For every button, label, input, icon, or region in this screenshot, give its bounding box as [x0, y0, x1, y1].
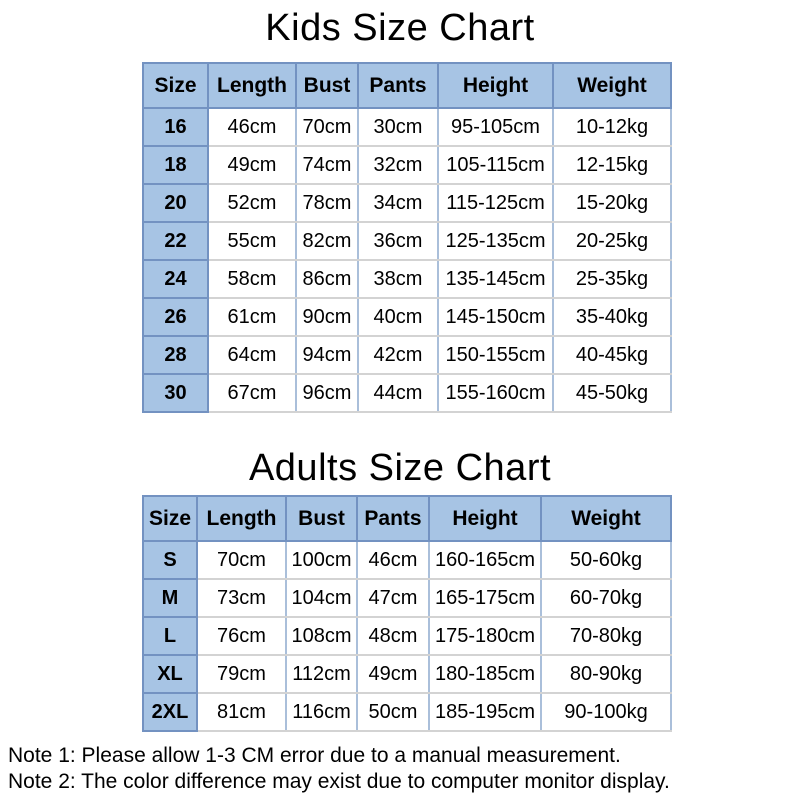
measurement-cell: 112cm — [286, 655, 357, 693]
measurement-cell: 61cm — [208, 298, 296, 336]
table-row — [143, 655, 671, 693]
measurement-cell: 73cm — [197, 579, 286, 617]
adults-column-header-bust: Bust — [286, 496, 357, 541]
measurement-cell: 104cm — [286, 579, 357, 617]
table-row — [143, 374, 671, 412]
size-label-cell: M — [143, 579, 197, 617]
table-row — [143, 336, 671, 374]
kids-chart-title: Kids Size Chart — [265, 7, 535, 49]
measurement-cell: 55cm — [208, 222, 296, 260]
measurement-cell: 46cm — [208, 108, 296, 146]
measurement-cell: 49cm — [357, 655, 429, 693]
size-label-cell: L — [143, 617, 197, 655]
measurement-cell: 36cm — [358, 222, 438, 260]
measurement-cell: 108cm — [286, 617, 357, 655]
measurement-cell: 100cm — [286, 541, 357, 579]
adults-column-header-pants: Pants — [357, 496, 429, 541]
size-label-cell: 28 — [143, 336, 208, 374]
table-row — [143, 617, 671, 655]
measurement-cell: 40cm — [358, 298, 438, 336]
measurement-cell: 74cm — [296, 146, 358, 184]
measurement-cell: 46cm — [357, 541, 429, 579]
measurement-cell: 60-70kg — [541, 579, 671, 617]
note-1: Note 1: Please allow 1-3 CM error due to a manual measurement. — [8, 744, 621, 767]
notes-section — [0, 743, 800, 795]
measurement-cell: 125-135cm — [438, 222, 553, 260]
measurement-cell: 12-15kg — [553, 146, 671, 184]
measurement-cell: 145-150cm — [438, 298, 553, 336]
measurement-cell: 49cm — [208, 146, 296, 184]
measurement-cell: 95-105cm — [438, 108, 553, 146]
table-row — [143, 108, 671, 146]
measurement-cell: 96cm — [296, 374, 358, 412]
measurement-cell: 86cm — [296, 260, 358, 298]
size-label-cell: XL — [143, 655, 197, 693]
measurement-cell: 79cm — [197, 655, 286, 693]
table-row — [143, 260, 671, 298]
measurement-cell: 42cm — [358, 336, 438, 374]
kids-column-header-size: Size — [143, 63, 208, 108]
kids-column-header-bust: Bust — [296, 63, 358, 108]
measurement-cell: 67cm — [208, 374, 296, 412]
size-label-cell: 2XL — [143, 693, 197, 731]
kids-header-row — [143, 63, 671, 108]
adults-column-header-weight: Weight — [541, 496, 671, 541]
measurement-cell: 165-175cm — [429, 579, 541, 617]
table-row — [143, 541, 671, 579]
size-label-cell: 22 — [143, 222, 208, 260]
measurement-cell: 38cm — [358, 260, 438, 298]
measurement-cell: 10-12kg — [553, 108, 671, 146]
measurement-cell: 160-165cm — [429, 541, 541, 579]
measurement-cell: 150-155cm — [438, 336, 553, 374]
size-label-cell: 26 — [143, 298, 208, 336]
kids-column-header-pants: Pants — [358, 63, 438, 108]
kids-column-header-height: Height — [438, 63, 553, 108]
note-2: Note 2: The color difference may exist due to computer monitor display. — [8, 770, 670, 793]
adults-column-header-length: Length — [197, 496, 286, 541]
measurement-cell: 15-20kg — [553, 184, 671, 222]
measurement-cell: 32cm — [358, 146, 438, 184]
measurement-cell: 78cm — [296, 184, 358, 222]
measurement-cell: 45-50kg — [553, 374, 671, 412]
measurement-cell: 70cm — [197, 541, 286, 579]
size-label-cell: 16 — [143, 108, 208, 146]
measurement-cell: 35-40kg — [553, 298, 671, 336]
measurement-cell: 34cm — [358, 184, 438, 222]
measurement-cell: 48cm — [357, 617, 429, 655]
measurement-cell: 70cm — [296, 108, 358, 146]
measurement-cell: 90-100kg — [541, 693, 671, 731]
measurement-cell: 180-185cm — [429, 655, 541, 693]
measurement-cell: 52cm — [208, 184, 296, 222]
measurement-cell: 90cm — [296, 298, 358, 336]
measurement-cell: 175-180cm — [429, 617, 541, 655]
table-row — [143, 579, 671, 617]
adults-header-row — [143, 496, 671, 541]
measurement-cell: 44cm — [358, 374, 438, 412]
table-row — [143, 222, 671, 260]
measurement-cell: 105-115cm — [438, 146, 553, 184]
size-label-cell: 30 — [143, 374, 208, 412]
measurement-cell: 155-160cm — [438, 374, 553, 412]
size-label-cell: 24 — [143, 260, 208, 298]
measurement-cell: 76cm — [197, 617, 286, 655]
table-row — [143, 146, 671, 184]
measurement-cell: 64cm — [208, 336, 296, 374]
size-label-cell: 18 — [143, 146, 208, 184]
adults-column-header-size: Size — [143, 496, 197, 541]
measurement-cell: 94cm — [296, 336, 358, 374]
adults-size-table — [142, 495, 672, 732]
adults-column-header-height: Height — [429, 496, 541, 541]
kids-column-header-length: Length — [208, 63, 296, 108]
measurement-cell: 115-125cm — [438, 184, 553, 222]
measurement-cell: 116cm — [286, 693, 357, 731]
kids-size-table — [142, 62, 672, 413]
measurement-cell: 185-195cm — [429, 693, 541, 731]
measurement-cell: 135-145cm — [438, 260, 553, 298]
measurement-cell: 47cm — [357, 579, 429, 617]
adults-chart-title: Adults Size Chart — [248, 447, 552, 489]
kids-column-header-weight: Weight — [553, 63, 671, 108]
measurement-cell: 70-80kg — [541, 617, 671, 655]
measurement-cell: 50cm — [357, 693, 429, 731]
measurement-cell: 30cm — [358, 108, 438, 146]
measurement-cell: 20-25kg — [553, 222, 671, 260]
table-row — [143, 184, 671, 222]
measurement-cell: 40-45kg — [553, 336, 671, 374]
measurement-cell: 81cm — [197, 693, 286, 731]
measurement-cell: 80-90kg — [541, 655, 671, 693]
measurement-cell: 25-35kg — [553, 260, 671, 298]
measurement-cell: 50-60kg — [541, 541, 671, 579]
measurement-cell: 58cm — [208, 260, 296, 298]
size-label-cell: 20 — [143, 184, 208, 222]
table-row — [143, 693, 671, 731]
measurement-cell: 82cm — [296, 222, 358, 260]
size-label-cell: S — [143, 541, 197, 579]
table-row — [143, 298, 671, 336]
